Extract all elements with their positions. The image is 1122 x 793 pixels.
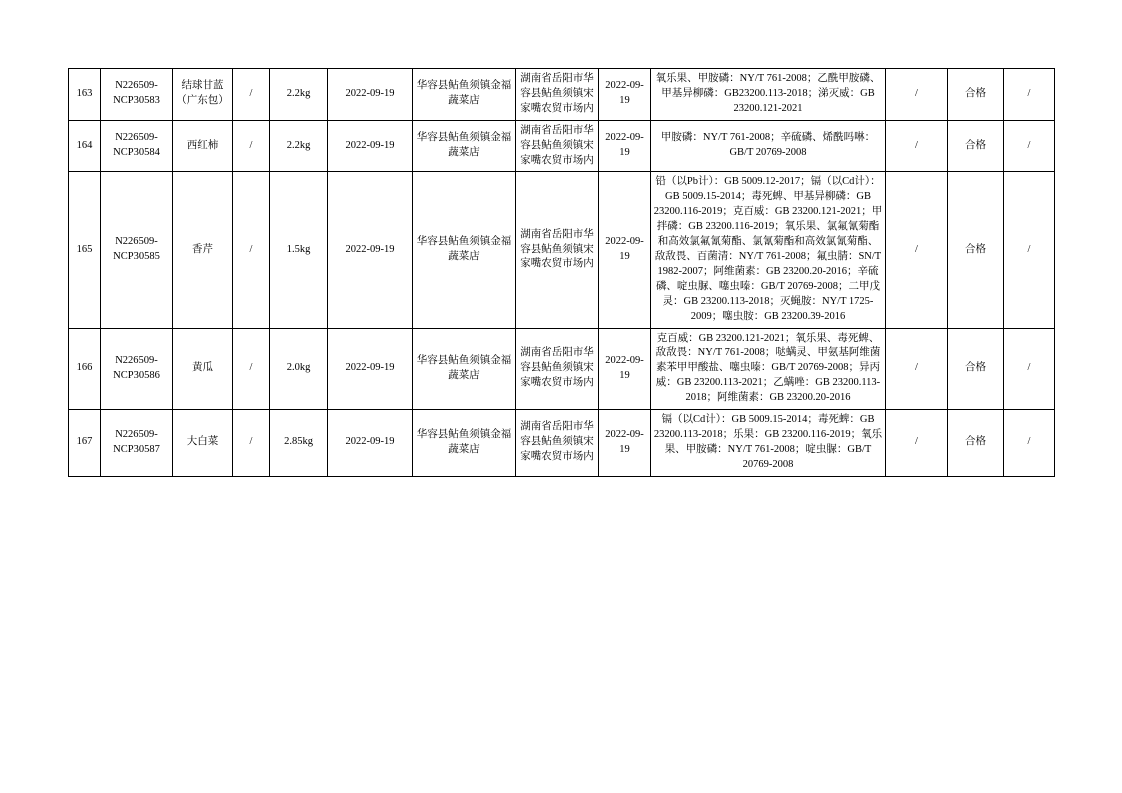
cell-blank-1: / xyxy=(886,328,948,410)
cell-test-items: 氧乐果、甲胺磷：NY/T 761-2008；乙酰甲胺磷、甲基异柳磷：GB23200.113-2018；涕灭威：GB 23200.121-2021 xyxy=(651,69,886,121)
cell-blank-1: / xyxy=(886,410,948,477)
cell-blank-2: / xyxy=(1004,328,1055,410)
cell-unit-address: 湖南省岳阳市华容县鲇鱼须镇宋家嘴农贸市场内 xyxy=(516,69,599,121)
cell-blank-2: / xyxy=(1004,69,1055,121)
cell-conclusion: 合格 xyxy=(948,172,1004,328)
cell-sample-name: 西红柿 xyxy=(173,120,233,172)
cell-blank-2: / xyxy=(1004,172,1055,328)
cell-inspected-unit: 华容县鲇鱼须镇金福蔬菜店 xyxy=(413,328,516,410)
cell-sample-name: 大白菜 xyxy=(173,410,233,477)
cell-blank-1: / xyxy=(886,69,948,121)
inspection-results-table xyxy=(68,68,1055,477)
cell-conclusion: 合格 xyxy=(948,69,1004,121)
cell-test-date: 2022-09-19 xyxy=(599,410,651,477)
cell-test-items: 铅（以Pb计）：GB 5009.12-2017；镉（以Cd计）：GB 5009.15-2014；毒死蜱、甲基异柳磷：GB 23200.116-2019；克百威：GB 23200.121-2021；甲拌磷：GB 23200.116-2019；氧乐果、氯氟氰菊酯和高效氯氟氰菊酯、氯氰菊酯和高效氯氰菊酯、敌敌畏、百菌清：NY/T 761-2008；氟虫腈：SN/T 1982-2007；阿维菌素：GB 23200.20-2016；辛硫磷、啶虫脲、噻虫嗪：GB/T 20769-2008；二甲戊灵：GB 23200.113-2018；灭蝇胺：NY/T 1725-2009；噻虫胺：GB 23200.39-2016 xyxy=(651,172,886,328)
table-row xyxy=(69,120,1055,172)
cell-sample-name: 香芹 xyxy=(173,172,233,328)
cell-sample-code: N226509-NCP30586 xyxy=(101,328,173,410)
cell-sample-code: N226509-NCP30583 xyxy=(101,69,173,121)
cell-spec: / xyxy=(233,410,270,477)
cell-sample-code: N226509-NCP30584 xyxy=(101,120,173,172)
cell-sample-code: N226509-NCP30585 xyxy=(101,172,173,328)
cell-inspected-unit: 华容县鲇鱼须镇金福蔬菜店 xyxy=(413,120,516,172)
table-row xyxy=(69,328,1055,410)
cell-index: 164 xyxy=(69,120,101,172)
cell-sampling-date: 2022-09-19 xyxy=(328,172,413,328)
cell-test-items: 克百威：GB 23200.121-2021；氧乐果、毒死蜱、敌敌畏：NY/T 761-2008；哒螨灵、甲氨基阿维菌素苯甲甲酸盐、噻虫嗪：GB/T 20769-2008；异丙威：GB 23200.113-2021；乙螨唑：GB 23200.113-2018；阿维菌素：GB 23200.20-2016 xyxy=(651,328,886,410)
cell-sampling-date: 2022-09-19 xyxy=(328,120,413,172)
cell-index: 167 xyxy=(69,410,101,477)
cell-sample-code: N226509-NCP30587 xyxy=(101,410,173,477)
cell-weight: 2.2kg xyxy=(270,120,328,172)
cell-spec: / xyxy=(233,120,270,172)
cell-unit-address: 湖南省岳阳市华容县鲇鱼须镇宋家嘴农贸市场内 xyxy=(516,410,599,477)
cell-test-items: 镉（以Cd计）：GB 5009.15-2014；毒死蜱：GB 23200.113-2018；乐果：GB 23200.116-2019；氧乐果、甲胺磷：NY/T 761-2008；啶虫脲：GB/T 20769-2008 xyxy=(651,410,886,477)
cell-test-items: 甲胺磷：NY/T 761-2008；辛硫磷、烯酰吗啉：GB/T 20769-2008 xyxy=(651,120,886,172)
cell-index: 166 xyxy=(69,328,101,410)
cell-spec: / xyxy=(233,328,270,410)
table-row xyxy=(69,172,1055,328)
cell-test-date: 2022-09-19 xyxy=(599,172,651,328)
cell-conclusion: 合格 xyxy=(948,120,1004,172)
cell-inspected-unit: 华容县鲇鱼须镇金福蔬菜店 xyxy=(413,172,516,328)
cell-unit-address: 湖南省岳阳市华容县鲇鱼须镇宋家嘴农贸市场内 xyxy=(516,328,599,410)
cell-weight: 1.5kg xyxy=(270,172,328,328)
cell-index: 165 xyxy=(69,172,101,328)
cell-blank-1: / xyxy=(886,172,948,328)
cell-blank-1: / xyxy=(886,120,948,172)
cell-unit-address: 湖南省岳阳市华容县鲇鱼须镇宋家嘴农贸市场内 xyxy=(516,120,599,172)
table-row xyxy=(69,69,1055,121)
cell-weight: 2.2kg xyxy=(270,69,328,121)
cell-weight: 2.85kg xyxy=(270,410,328,477)
cell-blank-2: / xyxy=(1004,410,1055,477)
cell-sampling-date: 2022-09-19 xyxy=(328,410,413,477)
cell-weight: 2.0kg xyxy=(270,328,328,410)
inspection-table-container xyxy=(68,68,1054,477)
cell-inspected-unit: 华容县鲇鱼须镇金福蔬菜店 xyxy=(413,410,516,477)
cell-inspected-unit: 华容县鲇鱼须镇金福蔬菜店 xyxy=(413,69,516,121)
cell-sampling-date: 2022-09-19 xyxy=(328,328,413,410)
cell-sampling-date: 2022-09-19 xyxy=(328,69,413,121)
cell-test-date: 2022-09-19 xyxy=(599,120,651,172)
cell-spec: / xyxy=(233,172,270,328)
cell-unit-address: 湖南省岳阳市华容县鲇鱼须镇宋家嘴农贸市场内 xyxy=(516,172,599,328)
cell-test-date: 2022-09-19 xyxy=(599,328,651,410)
cell-conclusion: 合格 xyxy=(948,328,1004,410)
cell-sample-name: 结球甘蓝（广东包） xyxy=(173,69,233,121)
cell-spec: / xyxy=(233,69,270,121)
cell-test-date: 2022-09-19 xyxy=(599,69,651,121)
table-row xyxy=(69,410,1055,477)
cell-index: 163 xyxy=(69,69,101,121)
cell-sample-name: 黄瓜 xyxy=(173,328,233,410)
cell-blank-2: / xyxy=(1004,120,1055,172)
cell-conclusion: 合格 xyxy=(948,410,1004,477)
